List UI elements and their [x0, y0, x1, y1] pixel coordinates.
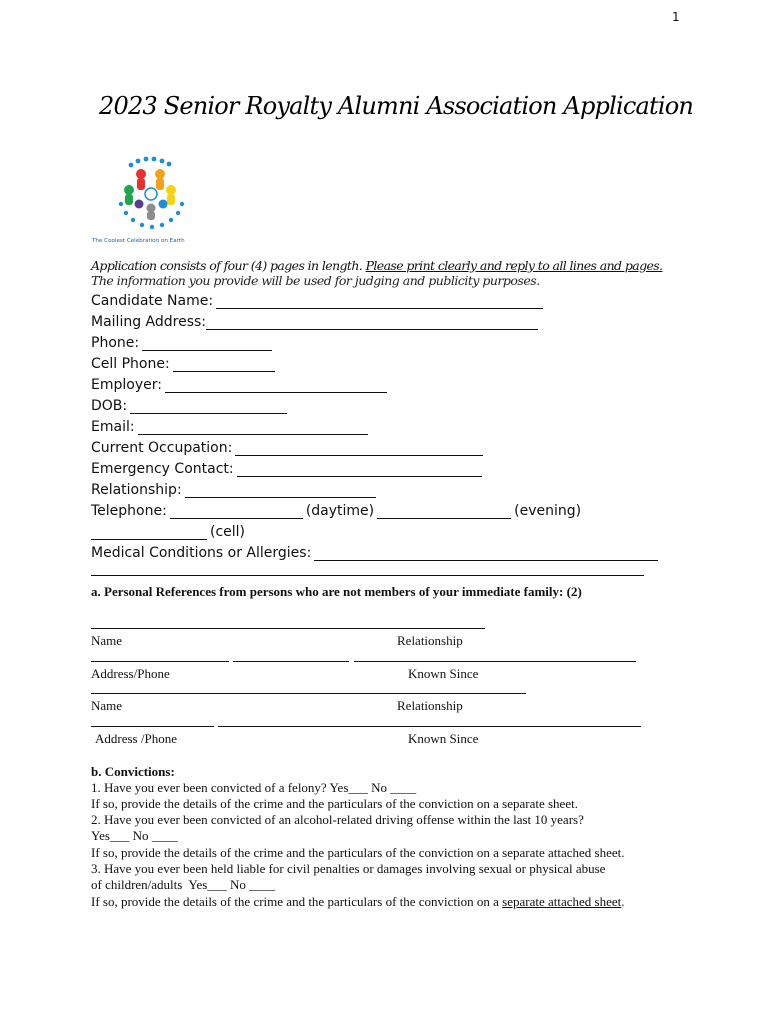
telephone-evening-field[interactable]	[377, 504, 511, 519]
q3-note-suffix: .	[621, 894, 625, 909]
saint-paul-winter-carnival-logo	[88, 150, 218, 250]
intro-line-1	[91, 258, 662, 273]
candidate-name-row	[91, 289, 546, 309]
telephone-row	[91, 499, 581, 519]
email-field[interactable]	[138, 420, 368, 435]
telephone-cell-row	[91, 520, 245, 540]
phone-row	[91, 331, 275, 351]
reference-1-address-phone-label: Address/Phone	[91, 666, 170, 681]
medical-label: Medical Conditions or Allergies:	[91, 545, 312, 561]
q3-note-prefix: If so, provide the details of the crime and the particulars of the conviction on a	[91, 894, 503, 909]
cell-phone-field[interactable]	[173, 357, 275, 372]
conviction-question-3-cont: of children/adults Yes___ No ____	[91, 877, 276, 892]
relationship-label: Relationship:	[91, 482, 182, 498]
conviction-question-1-note: If so, provide the details of the crime and the particulars of the conviction on a separate sheet.	[91, 796, 578, 811]
mailing-address-field[interactable]	[206, 315, 538, 330]
candidate-name-label: Candidate Name:	[91, 293, 214, 309]
cell-phone-label: Cell Phone:	[91, 356, 170, 372]
conviction-question-3-note	[91, 894, 625, 910]
convictions-heading: b. Convictions:	[91, 764, 175, 779]
conviction-question-1: 1. Have you ever been convicted of a felony? Yes___ No ____	[91, 780, 417, 795]
current-occupation-field[interactable]	[235, 441, 483, 456]
emergency-contact-row	[91, 457, 485, 477]
employer-label: Employer:	[91, 377, 162, 393]
reference-2-phone-known-line[interactable]	[218, 726, 641, 727]
candidate-name-field[interactable]	[216, 294, 543, 309]
current-occupation-row	[91, 436, 486, 456]
references-heading: a. Personal References from persons who are not members of your immediate family: (2)	[91, 584, 582, 599]
emergency-contact-field[interactable]	[237, 462, 482, 477]
intro-line-2: The information you provide will be used for judging and publicity purposes.	[91, 273, 540, 288]
conviction-question-2: 2. Have you ever been convicted of an alcohol-related driving offense within the last 10 years?	[91, 812, 584, 827]
relationship-field[interactable]	[185, 483, 376, 498]
employer-field[interactable]	[165, 378, 387, 393]
medical-field[interactable]	[314, 546, 658, 561]
telephone-cell-field[interactable]	[91, 525, 207, 540]
evening-label: (evening)	[514, 503, 582, 519]
phone-label: Phone:	[91, 335, 140, 351]
mailing-address-label: Mailing Address:	[91, 314, 207, 330]
telephone-label: Telephone:	[91, 503, 167, 519]
conviction-question-2-answer: Yes___ No ____	[91, 828, 178, 843]
logo-graphic	[88, 150, 218, 250]
reference-1-known-since-label: Known Since	[408, 666, 479, 681]
reference-1-name-label: Name	[91, 633, 123, 648]
reference-1-relationship-label: Relationship	[397, 633, 463, 648]
mailing-address-row	[91, 310, 541, 330]
dob-row	[91, 394, 290, 414]
current-occupation-label: Current Occupation:	[91, 440, 233, 456]
emergency-contact-label: Emergency Contact:	[91, 461, 234, 477]
conviction-question-2-note: If so, provide the details of the crime and the particulars of the conviction on a separate attached sheet.	[91, 845, 625, 860]
page-number: 1	[672, 10, 680, 24]
reference-1-address-line[interactable]	[91, 661, 229, 662]
reference-2-known-since-label: Known Since	[408, 731, 479, 746]
reference-2-address-phone-label: Address /Phone	[95, 731, 177, 746]
reference-1-known-since-line[interactable]	[354, 661, 636, 662]
cell-phone-row	[91, 352, 278, 372]
reference-2-relationship-label: Relationship	[397, 698, 463, 713]
email-label: Email:	[91, 419, 135, 435]
intro-print-clearly-note: Please print clearly and reply to all lines and pages.	[365, 258, 663, 273]
phone-field[interactable]	[142, 336, 272, 351]
medical-field-continuation[interactable]	[91, 575, 644, 576]
reference-2-address-line[interactable]	[91, 726, 214, 727]
reference-1-phone-line[interactable]	[233, 661, 349, 662]
relationship-row	[91, 478, 379, 498]
email-row	[91, 415, 371, 435]
reference-1-name-line[interactable]	[91, 628, 485, 629]
logo-tagline: The Coolest Celebration on Earth	[92, 238, 185, 244]
reference-2-name-label: Name	[91, 698, 123, 713]
daytime-label: (daytime)	[305, 503, 375, 519]
dob-label: DOB:	[91, 398, 128, 414]
page-title: 2023 Senior Royalty Alumni Association Application	[99, 92, 693, 120]
cell-label: (cell)	[210, 524, 246, 540]
medical-row	[91, 541, 661, 561]
separate-attached-sheet-text: separate attached sheet	[502, 894, 622, 909]
telephone-daytime-field[interactable]	[170, 504, 303, 519]
dob-field[interactable]	[130, 399, 287, 414]
employer-row	[91, 373, 390, 393]
intro-pages-note: Application consists of four (4) pages in length.	[91, 258, 363, 273]
reference-2-name-line[interactable]	[91, 693, 526, 694]
conviction-question-3: 3. Have you ever been held liable for civil penalties or damages involving sexual or physical abuse	[91, 861, 606, 876]
